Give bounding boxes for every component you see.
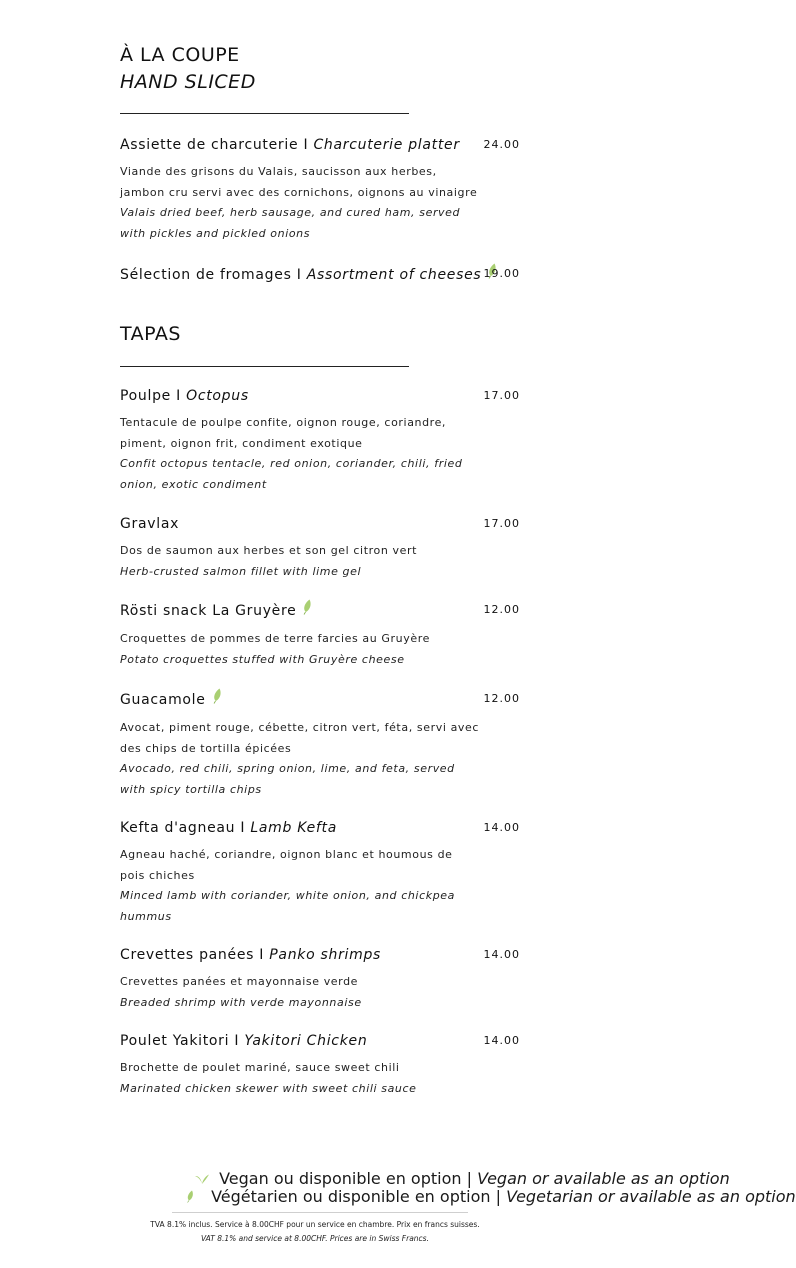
item-price: 14.00 [483, 948, 520, 961]
item-desc-fr: Brochette de poulet mariné, sauce sweet chili [120, 1061, 400, 1074]
item-desc-en: Confit octopus tentacle, red onion, coriander, chili, fried onion, exotic condiment [120, 457, 463, 491]
section-title-hand-sliced [120, 42, 256, 96]
section-divider [120, 113, 409, 114]
item-price: 19.00 [483, 267, 520, 280]
item-desc-en: Avocado, red chili, spring onion, lime, and feta, served with spicy tortilla chips [120, 762, 455, 796]
item-name-en: Octopus [186, 388, 249, 404]
item-name [120, 386, 520, 406]
vegetarian-leaf-icon [180, 1190, 194, 1206]
item-price: 17.00 [483, 389, 520, 402]
item-description [120, 162, 480, 244]
item-price: 24.00 [483, 138, 520, 151]
section-title-fr: À LA COUPE [120, 44, 240, 66]
item-name-en: Charcuterie platter [313, 137, 460, 153]
item-name-fr: Gravlax [120, 516, 180, 532]
section-title-tapas [120, 321, 181, 348]
item-desc-fr: Avocat, piment rouge, cébette, citron vert, féta, servi avec des chips de tortilla épicées [120, 721, 480, 755]
item-price: 12.00 [483, 692, 520, 705]
item-name-fr: Kefta d'agneau I [120, 820, 246, 836]
menu-item-gravlax [120, 514, 520, 582]
item-price: 17.00 [483, 517, 520, 530]
menu-item-rosti [120, 600, 520, 670]
item-name [120, 514, 520, 534]
item-desc-en: Herb-crusted salmon fillet with lime gel [120, 564, 362, 578]
item-desc-fr: Agneau haché, coriandre, oignon blanc et houmous de pois chiches [120, 848, 453, 882]
item-description [120, 845, 480, 927]
menu-item-cheeses [120, 264, 520, 286]
vegetarian-leaf-icon [212, 688, 222, 710]
item-desc-en: Potato croquettes stuffed with Gruyère cheese [120, 652, 405, 666]
item-name [120, 945, 520, 965]
item-price: 12.00 [483, 603, 520, 616]
menu-item-guacamole [120, 689, 520, 800]
legend-vegan-en: Vegan or available as an option [477, 1169, 730, 1188]
menu-item-yakitori [120, 1031, 520, 1099]
section-divider [120, 366, 409, 367]
item-name-en: Panko shrimps [269, 947, 382, 963]
item-name-en: Yakitori Chicken [244, 1033, 368, 1049]
item-desc-en: Marinated chicken skewer with sweet chili sauce [120, 1081, 417, 1095]
menu-item-charcuterie [120, 135, 520, 244]
legend-vegan-fr: Vegan ou disponible en option | [219, 1169, 472, 1188]
item-name [120, 689, 520, 711]
legend-vegetarian-en: Vegetarian or available as an option [506, 1187, 796, 1206]
item-name-en: Lamb Kefta [250, 820, 338, 836]
item-name-fr: Assiette de charcuterie I [120, 137, 309, 153]
item-name [120, 818, 520, 838]
legend-vegetarian-fr: Végétarien ou disponible en option | [211, 1187, 501, 1206]
item-description [120, 718, 480, 800]
item-desc-en: Minced lamb with coriander, white onion, and chickpea hummus [120, 889, 455, 923]
footnote-en: VAT 8.1% and service at 8.00CHF. Prices are in Swiss Francs. [201, 1234, 429, 1243]
item-desc-en: Valais dried beef, herb sausage, and cured ham, served with pickles and pickled onions [120, 206, 461, 240]
legend-vegan [180, 1169, 730, 1188]
item-name-en: Assortment of cheeses [306, 267, 482, 283]
menu-item-panko-shrimps [120, 945, 520, 1013]
item-description [120, 1058, 480, 1099]
menu-item-lamb-kefta [120, 818, 520, 927]
vegan-sprout-icon [180, 1172, 210, 1188]
item-name-fr: Guacamole [120, 692, 206, 708]
footer-divider [172, 1212, 468, 1213]
menu-item-octopus [120, 386, 520, 495]
footnote [0, 1218, 630, 1246]
item-name [120, 600, 520, 622]
item-name-fr: Rösti snack La Gruyère [120, 603, 297, 619]
vegetarian-leaf-icon [302, 599, 312, 621]
item-name-fr: Crevettes panées I [120, 947, 265, 963]
item-name-fr: Sélection de fromages I [120, 267, 302, 283]
item-name-fr: Poulet Yakitori I [120, 1033, 240, 1049]
item-desc-en: Breaded shrimp with verde mayonnaise [120, 995, 362, 1009]
section-title-en: HAND SLICED [120, 71, 256, 93]
item-desc-fr: Tentacule de poulpe confite, oignon rouge, coriandre, piment, oignon frit, condiment exotique [120, 416, 447, 450]
item-name [120, 264, 520, 286]
item-description [120, 541, 480, 582]
item-name [120, 135, 520, 155]
item-description [120, 413, 480, 495]
item-name-fr: Poulpe I [120, 388, 181, 404]
item-desc-fr: Crevettes panées et mayonnaise verde [120, 975, 359, 988]
item-desc-fr: Dos de saumon aux herbes et son gel citron vert [120, 544, 418, 557]
item-price: 14.00 [483, 1034, 520, 1047]
item-desc-fr: Croquettes de pommes de terre farcies au Gruyère [120, 632, 430, 645]
legend-vegetarian [180, 1187, 796, 1206]
footnote-fr: TVA 8.1% inclus. Service à 8.00CHF pour un service en chambre. Prix en francs suisses. [150, 1220, 480, 1229]
section-title: TAPAS [120, 323, 181, 345]
item-price: 14.00 [483, 821, 520, 834]
item-description [120, 972, 480, 1013]
item-name [120, 1031, 520, 1051]
item-description [120, 629, 480, 670]
item-desc-fr: Viande des grisons du Valais, saucisson aux herbes, jambon cru servi avec des cornichons, oignons au vinaigre [120, 165, 478, 199]
